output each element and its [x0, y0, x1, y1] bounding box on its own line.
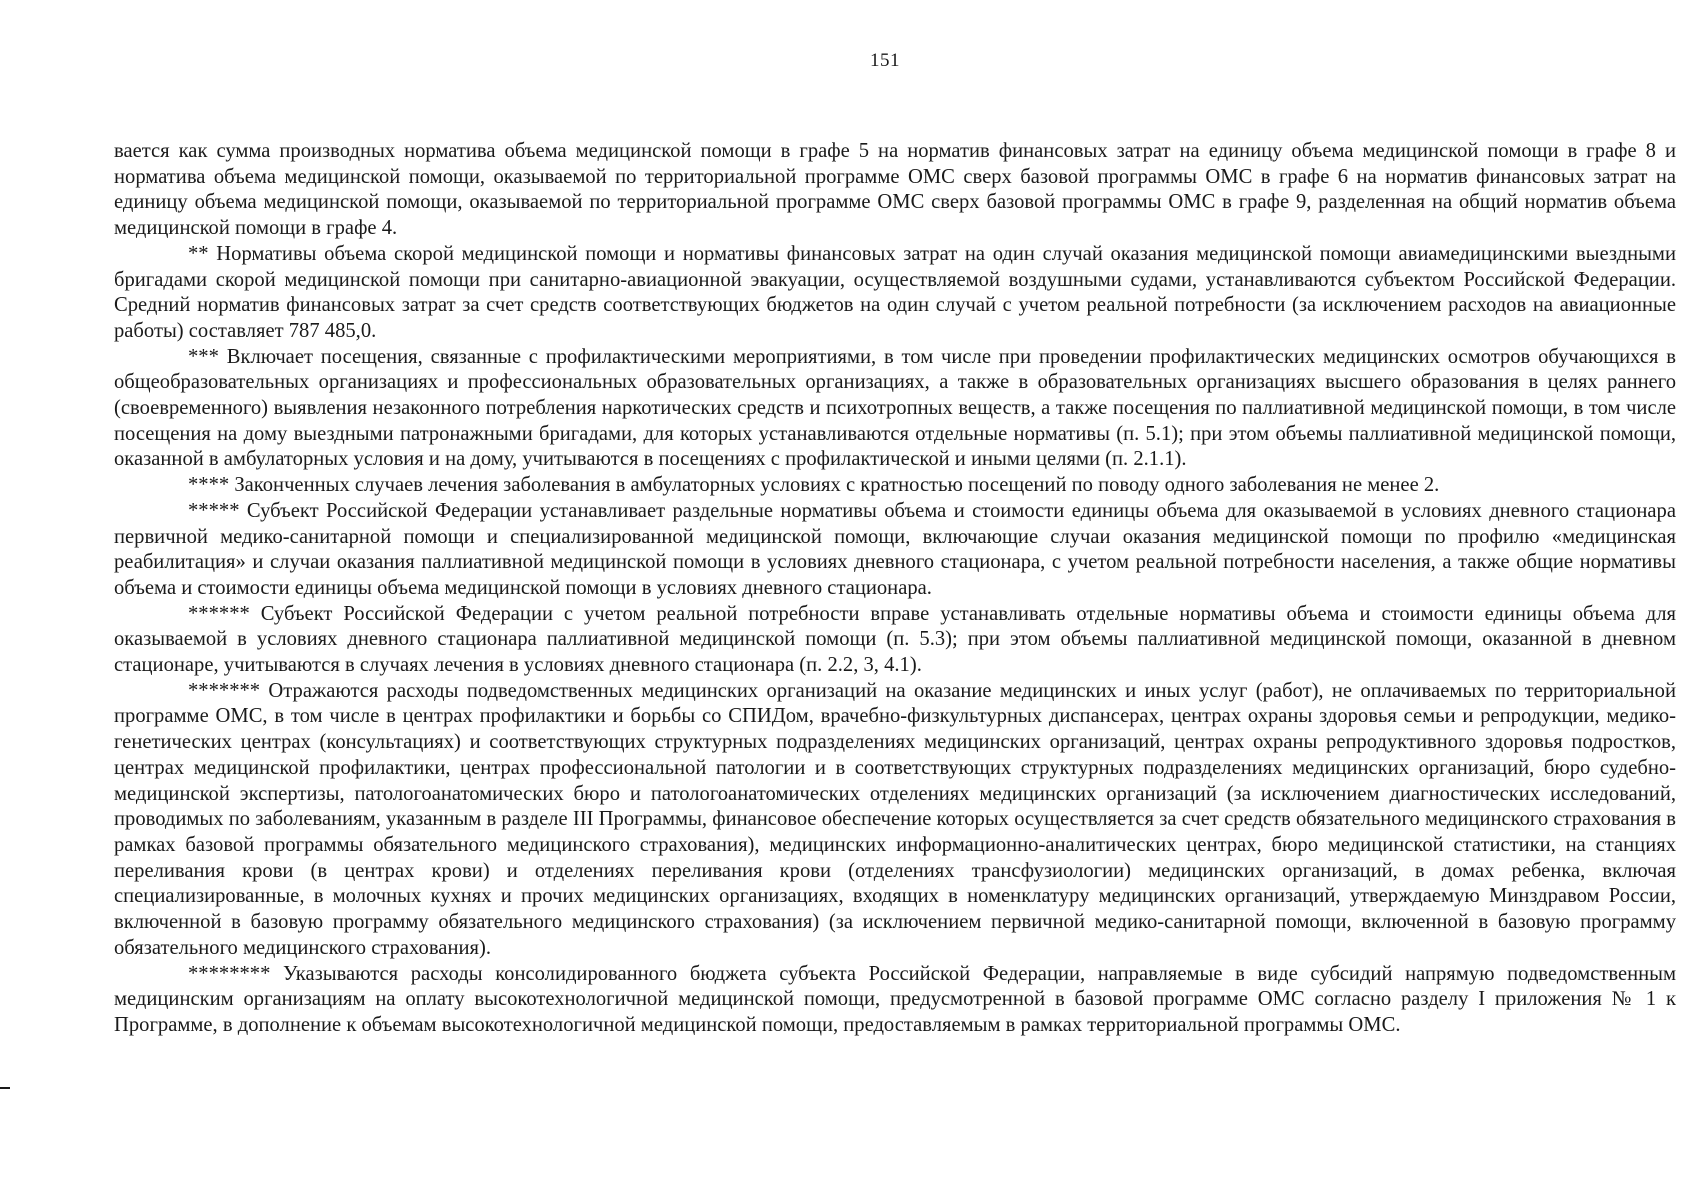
footnote-3: *** Включает посещения, связанные с профилактическими мероприятиями, в том числе при проведении профилактических медицинских осмотров обучающихся в общеобразовательных организациях и профессиональных образовательных организациях, а также в образовательных организациях высшего образования в целях раннего (своевременного) выявления незаконного потребления наркотических средств и психотропных веществ, а также посещения по паллиативной медицинской помощи, в том числе посещения на дому выездными патронажными бригадами, для которых устанавливаются отдельные нормативы (п. 5.1); при этом объемы паллиативной медицинской помощи, оказанной в амбулаторных условия и на дому, учитываются в посещениях с профилактической и иными целями (п. 2.1.1).	[114, 345, 1676, 471]
margin-mark	[0, 1087, 10, 1089]
footnote-7: ******* Отражаются расходы подведомственных медицинских организаций на оказание медицинских и иных услуг (работ), не оплачиваемых по территориальной программе ОМС, в том числе в центрах профилактики и борьбы со СПИДом, врачебно-физкультурных диспансерах, центрах охраны здоровья семьи и репродукции, медико-генетических центрах (консультациях) и соответствующих структурных подразделениях медицинских организаций, центрах охраны репродуктивного здоровья подростков, центрах медицинской профилактики, центрах профессиональной патологии и в соответствующих структурных подразделениях медицинских организаций, бюро судебно-медицинской экспертизы, патологоанатомических бюро и патологоанатомических отделениях медицинских организаций (за исключением диагностических исследований, проводимых по заболеваниям, указанным в разделе III Программы, финансовое обеспечение которых осуществляется за счет средств обязательного медицинского страхования в рамках базовой программы обязательного медицинского страхования), медицинских информационно-аналитических центрах, бюро медицинской статистики, на станциях переливания крови (в центрах крови) и отделениях переливания крови (отделениях трансфузиологии) медицинских организаций, в домах ребенка, включая специализированные, в молочных кухнях и прочих медицинских организациях, входящих в номенклатуру медицинских организаций, утверждаемую Минздравом России, включенной в базовую программу обязательного медицинского страхования) (за исключением первичной медико-санитарной помощи, включенной в базовую программу обязательного медицинского страхования).	[114, 679, 1676, 959]
footnotes-body	[114, 139, 1676, 1039]
footnote-2: ** Нормативы объема скорой медицинской помощи и нормативы финансовых затрат на один случай оказания медицинской помощи авиамедицинскими выездными бригадами скорой медицинской помощи при санитарно-авиационной эвакуации, осуществляемой воздушными судами, устанавливаются субъектом Российской Федерации. Средний норматив финансовых затрат за счет средств соответствующих бюджетов на один случай с учетом реальной потребности (за исключением расходов на авиационные работы) составляет 787 485,0.	[114, 242, 1676, 342]
page-number: 151	[870, 50, 900, 71]
footnote-5: ***** Субъект Российской Федерации устанавливает раздельные нормативы объема и стоимости единицы объема для оказываемой в условиях дневного стационара первичной медико-санитарной помощи и специализированной медицинской помощи, включающие случаи оказания медицинской помощи по профилю «медицинская реабилитация» и случаи оказания паллиативной медицинской помощи в условиях дневного стационара, с учетом реальной потребности населения, а также общие нормативы объема и стоимости единицы объема медицинской помощи в условиях дневного стационара.	[114, 499, 1676, 599]
footnote-4: **** Законченных случаев лечения заболевания в амбулаторных условиях с кратностью посещений по поводу одного заболевания не менее 2.	[188, 474, 1440, 497]
footnote-8: ******** Указываются расходы консолидированного бюджета субъекта Российской Федерации, направляемые в виде субсидий напрямую подведомственным медицинским организациям на оплату высокотехнологичной медицинской помощи, предусмотренной в базовой программе ОМС согласно разделу I приложения № 1 к Программе, в дополнение к объемам высокотехнологичной медицинской помощи, предоставляемым в рамках территориальной программы ОМС.	[114, 962, 1676, 1036]
footnote-6: ****** Субъект Российской Федерации с учетом реальной потребности вправе устанавливать отдельные нормативы объема и стоимости единицы объема для оказываемой в условиях дневного стационара паллиативной медицинской помощи (п. 5.3); при этом объемы паллиативной медицинской помощи, оказанной в дневном стационаре, учитываются в случаях лечения в условиях дневного стационара (п. 2.2, 3, 4.1).	[114, 602, 1676, 677]
continuation-paragraph: вается как сумма производных норматива объема медицинской помощи в графе 5 на норматив финансовых затрат на единицу объема медицинской помощи в графе 8 и норматива объема медицинской помощи, оказываемой по территориальной программе ОМС сверх базовой программы ОМС в графе 6 на норматив финансовых затрат на единицу объема медицинской помощи, оказываемой по территориальной программе ОМС сверх базовой программы ОМС в графе 9, разделенная на общий норматив объема медицинской помощи в графе 4.	[114, 140, 1676, 240]
